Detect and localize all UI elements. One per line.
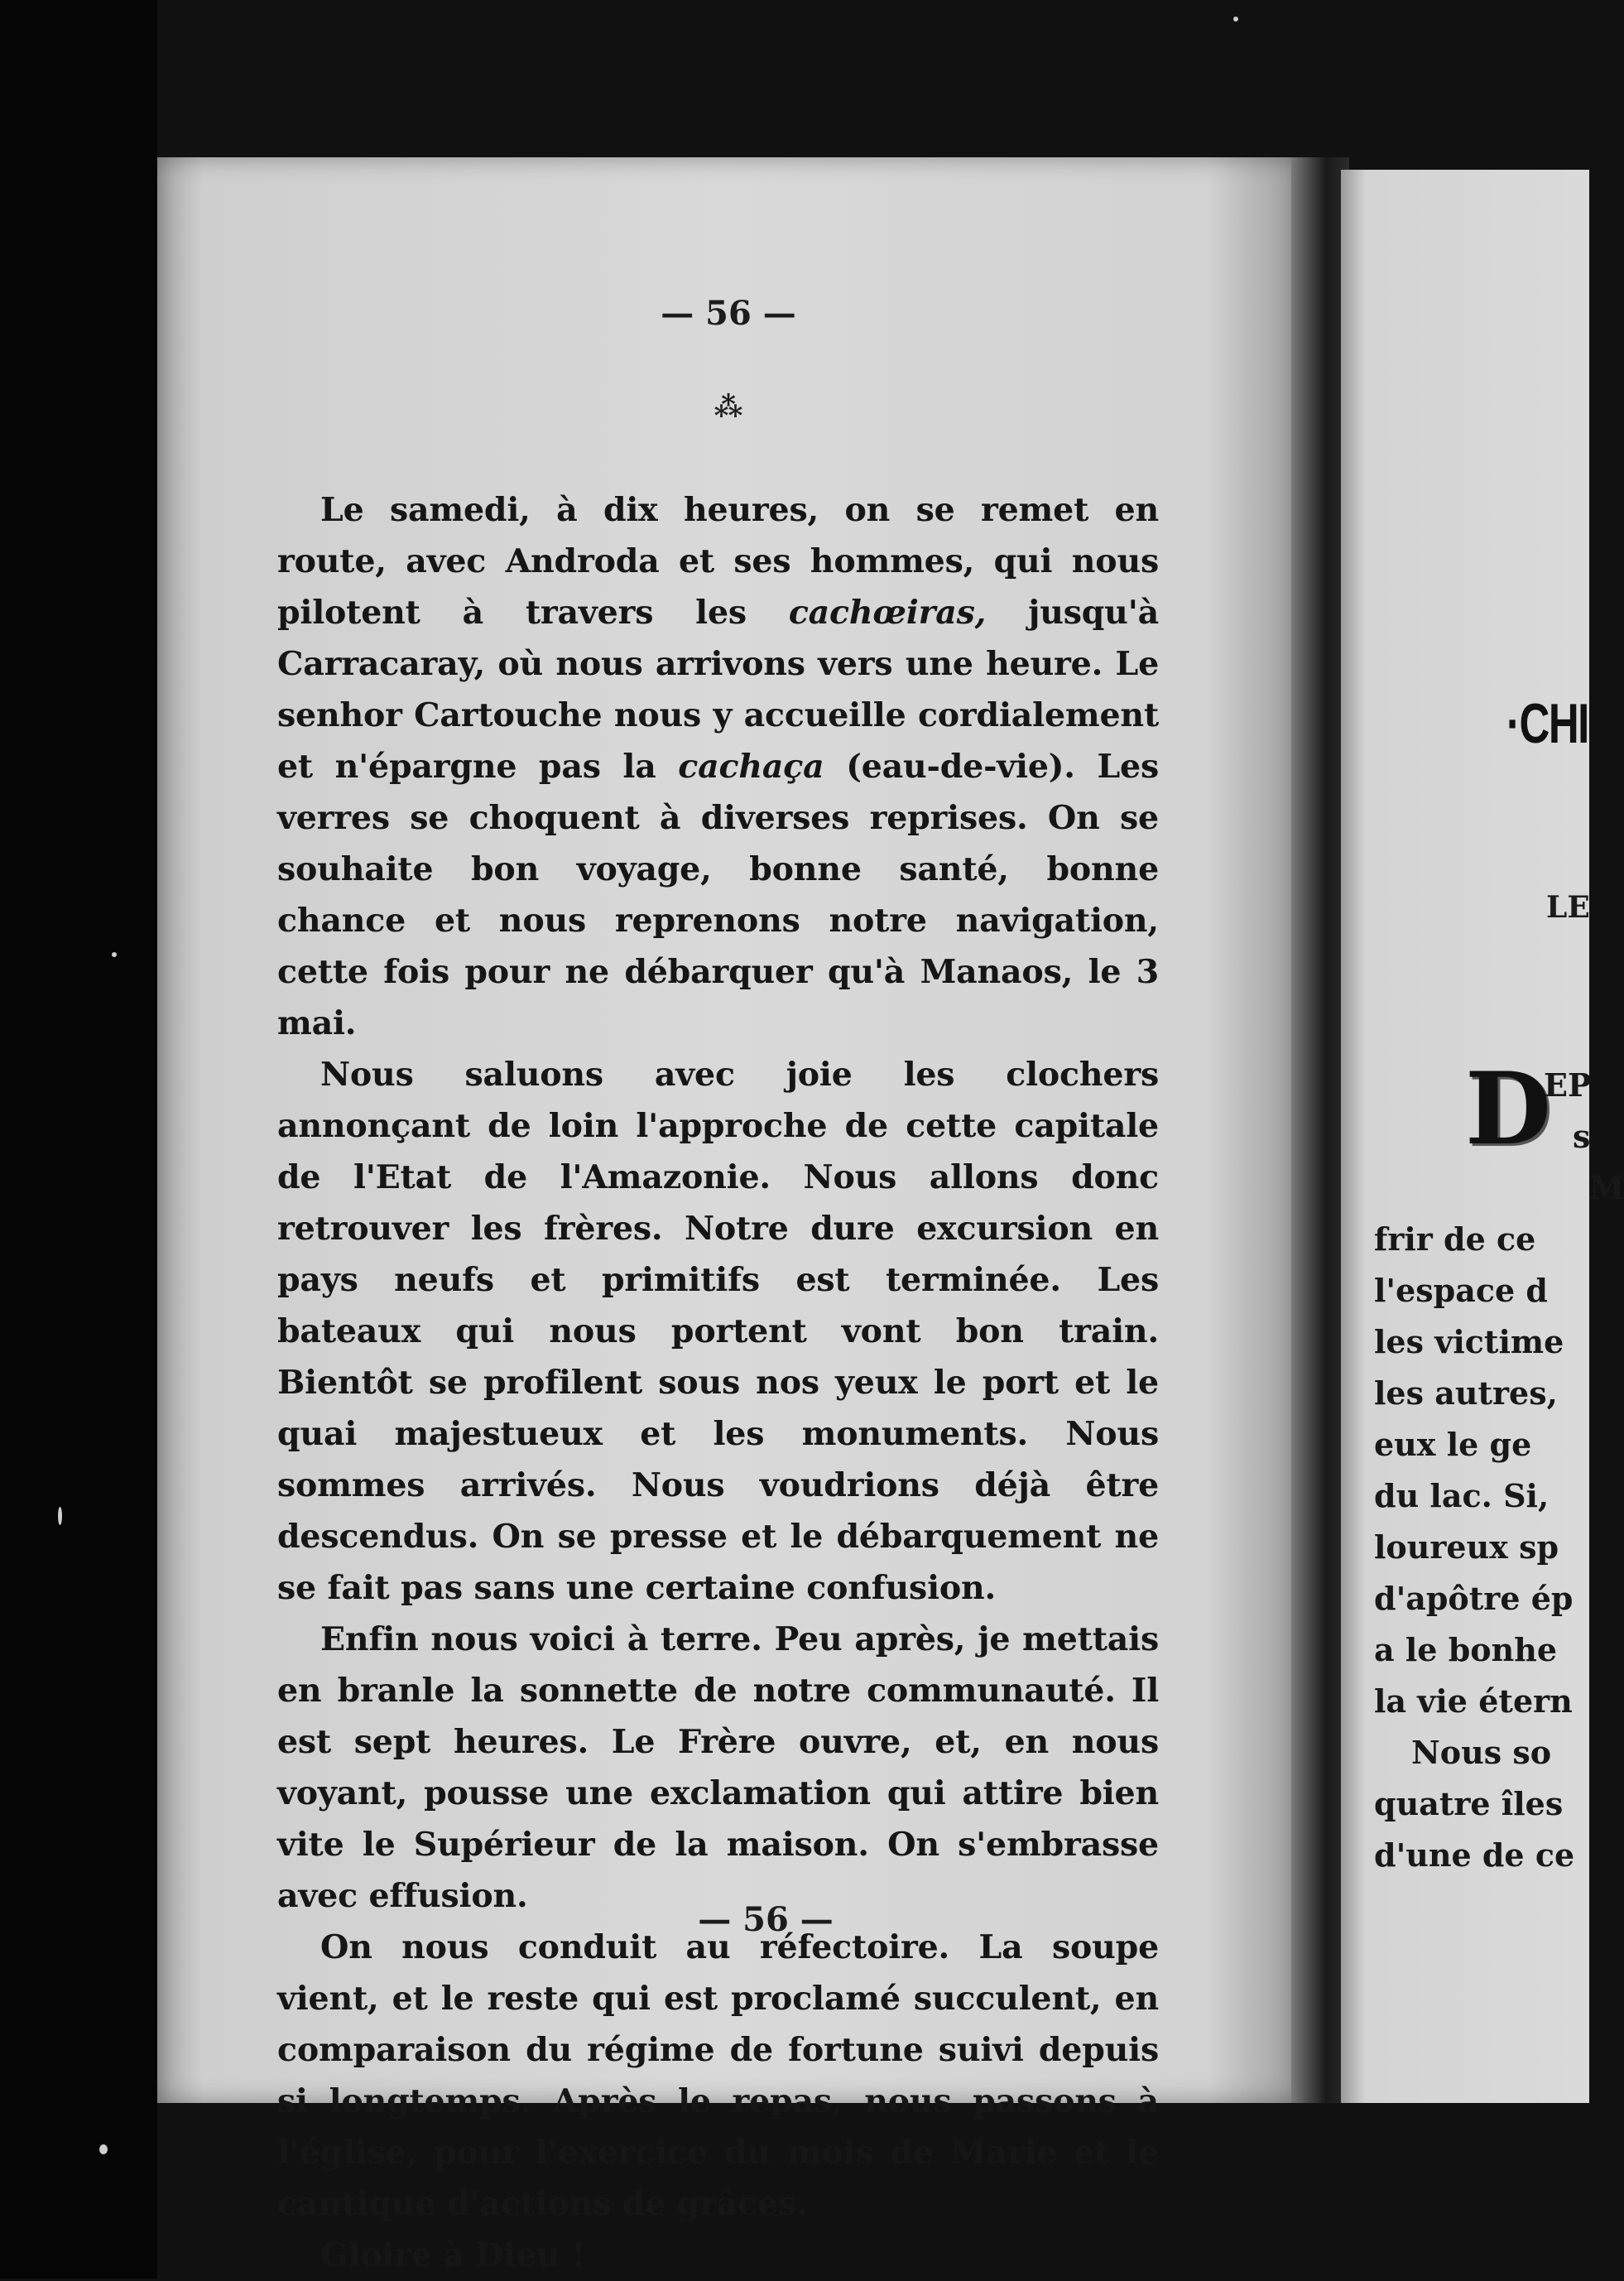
page-number-bottom: — 56 —	[698, 1900, 834, 1939]
line-fragment: EP	[1544, 1066, 1592, 1104]
page-number-top: — 56 —	[661, 294, 796, 333]
section-asterism: ⁂	[714, 391, 743, 424]
drop-cap: D	[1465, 1051, 1552, 1167]
line-fragment: les autres,	[1374, 1374, 1558, 1412]
subtitle-fragment: LE	[1546, 890, 1590, 925]
line-fragment: s	[1573, 1118, 1591, 1155]
film-speck	[58, 1507, 62, 1525]
line-fragment: a le bonhe	[1374, 1631, 1558, 1668]
line-fragment: frir de ce	[1374, 1220, 1536, 1258]
chapter-title-fragment: ·CHI	[1506, 692, 1588, 755]
line-fragment: du lac. Si,	[1374, 1477, 1550, 1514]
paragraph-5-signoff: Gloire à Dieu !	[320, 2236, 586, 2274]
line-fragment: quatre îles	[1374, 1785, 1564, 1822]
right-page-text-lines	[1374, 1051, 1624, 1881]
paragraph-1-part-b: jusqu'à Carracaray, où nous arrivons vers une heure. Le senhor Cartouche nous y accueille cordialement et n'épargne pas la	[277, 594, 1159, 786]
italic-term-cachoeiras: cachœiras,	[788, 594, 987, 632]
film-speck	[99, 2144, 108, 2154]
paragraph-1-part-a: Le samedi, à dix heures, on se remet en route, avec Androda et ses hommes, qui nous pilotent à travers les	[277, 491, 1159, 632]
line-fragment: les victime	[1374, 1323, 1564, 1360]
paragraph-1	[277, 484, 1159, 1049]
line-fragment: d'une de ce	[1374, 1836, 1575, 1874]
line-fragment: Nous so	[1411, 1734, 1552, 1771]
line-fragment: M	[1589, 1169, 1624, 1206]
line-fragment: eux le ge	[1374, 1426, 1532, 1463]
line-fragment: loureux sp	[1374, 1528, 1559, 1566]
film-border-left	[0, 0, 157, 2279]
paragraph-1-part-c: (eau-de-vie). Les verres se choquent à diverses reprises. On se souhaite bon voyage, bonne santé, bonne chance et nous reprenons notre navigation, cette fois pour ne débarquer qu'à Manaos, le 3 mai.	[277, 748, 1159, 1042]
italic-term-cachaca: cachaça	[678, 748, 824, 786]
line-fragment: la vie étern	[1374, 1682, 1573, 1720]
film-speck	[1233, 17, 1238, 22]
line-fragment: d'apôtre ép	[1374, 1580, 1574, 1617]
body-text	[277, 484, 1159, 2281]
right-page-cropped	[1341, 170, 1624, 2103]
paragraph-3: Enfin nous voici à terre. Peu après, je mettais en branle la sonnette de notre communauté. Il est sept heures. Le Frère ouvre, et, en nous voyant, pousse une exclamation qui attire bien vite le Supérieur de la maison. On s'embrasse avec effusion.	[277, 1620, 1159, 1915]
line-fragment: l'espace d	[1374, 1272, 1548, 1309]
left-page	[157, 157, 1300, 2274]
film-speck	[112, 952, 117, 957]
paragraph-2: Nous saluons avec joie les clochers annonçant de loin l'approche de cette capitale de l'Etat de l'Amazonie. Nous allons donc retrouver les frères. Notre dure excursion en pays neufs et primitifs est terminée. Les bateaux qui nous portent vont bon train. Bientôt se profilent sous nos yeux le port et le quai majestueux et les monuments. Nous sommes arrivés. Nous voudrions déjà être descendus. On se presse et le débarquement ne se fait pas sans une certaine confusion.	[277, 1056, 1159, 1607]
paragraph-4: On nous conduit au réfectoire. La soupe vient, et le reste qui est proclamé succulent, en comparaison du régime de fortune suivi depuis si longtemps. Après le repas, nous passons à l'église, pour l'exercice du mois de Marie et le cantique d'actions de grâces.	[277, 1928, 1159, 2223]
